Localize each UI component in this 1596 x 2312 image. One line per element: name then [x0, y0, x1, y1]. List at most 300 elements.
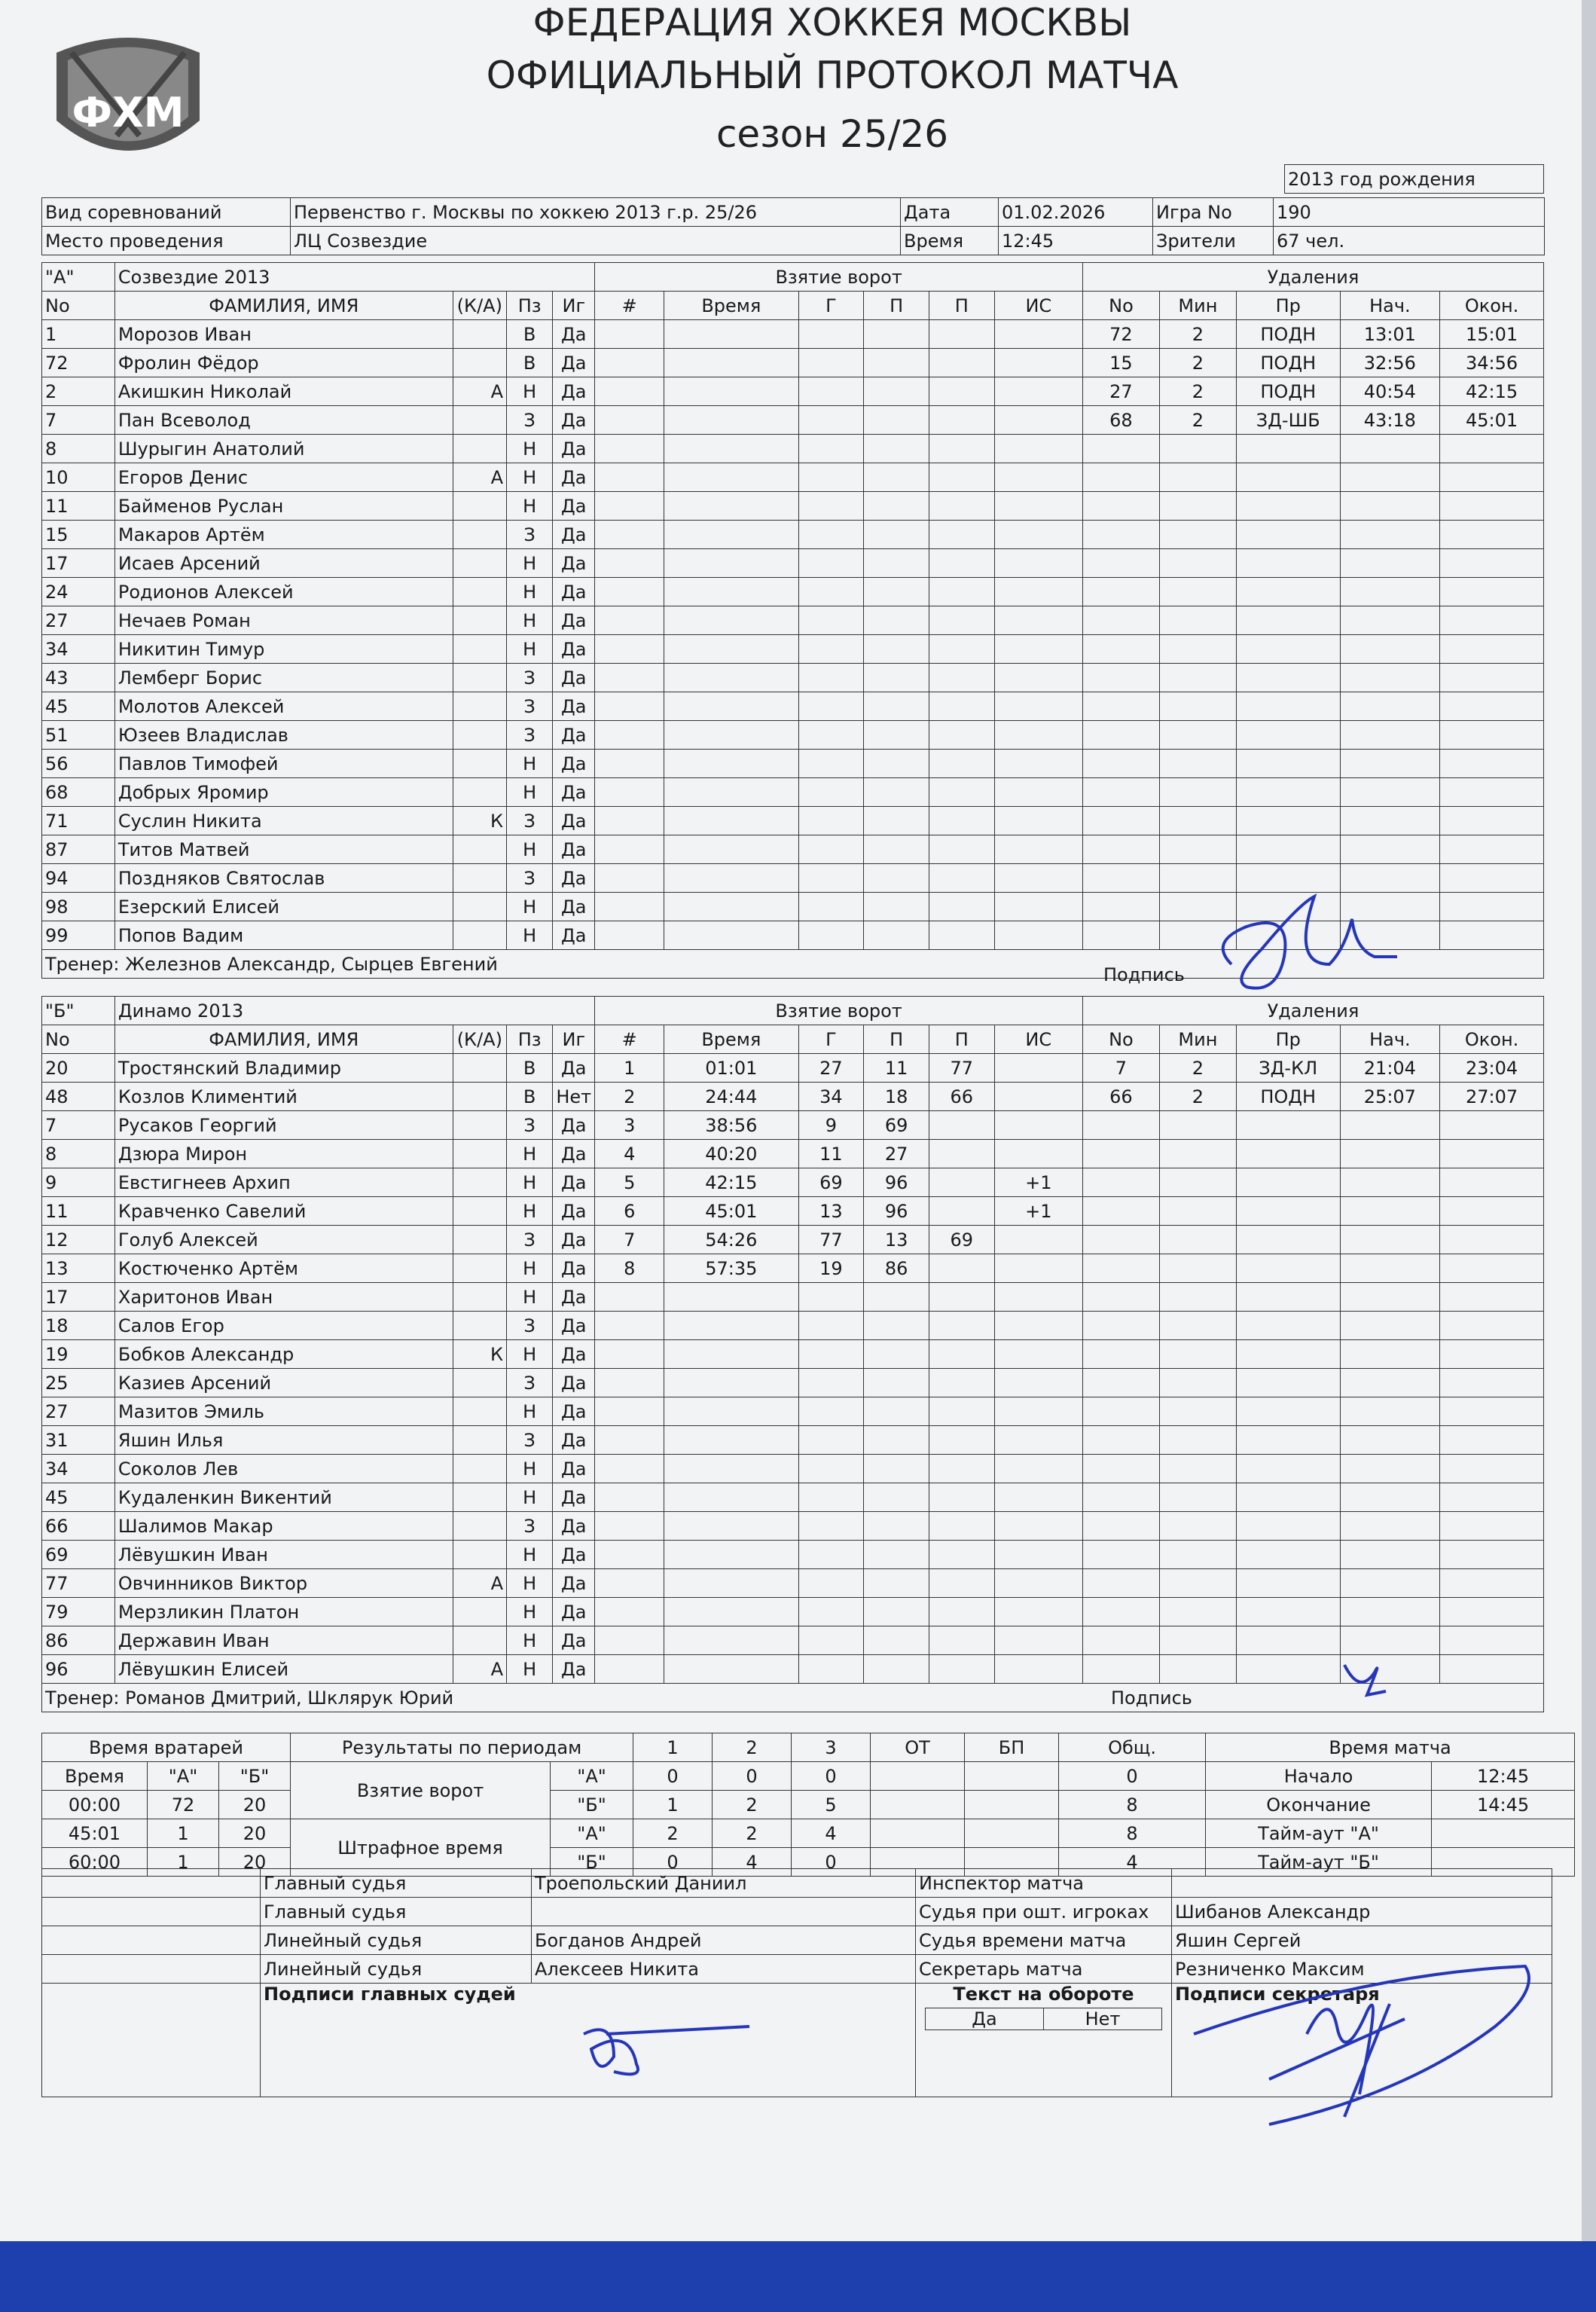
player-number: 34: [42, 635, 115, 664]
penalty-end: [1440, 778, 1544, 807]
player-played: Да: [553, 1426, 595, 1455]
goal-time: [664, 1312, 798, 1340]
penalty-reason: [1236, 1455, 1340, 1483]
goal-n: [595, 1541, 664, 1569]
penalty-reason: [1236, 1655, 1340, 1684]
penalty-start: [1340, 1455, 1440, 1483]
goal-p1: 86: [864, 1254, 929, 1283]
goal-g: [798, 1369, 864, 1397]
player-captain-mark: [453, 1626, 506, 1655]
official-label: Секретарь матча: [916, 1955, 1172, 1984]
penalty-end: [1440, 721, 1544, 750]
player-row: [42, 750, 1544, 778]
goal-p1: [864, 1655, 929, 1684]
penalty-end: [1440, 463, 1544, 492]
goal-n: [595, 1312, 664, 1340]
col-is: ИС: [994, 1025, 1082, 1054]
goalie-time-title: Время вратарей: [42, 1733, 291, 1762]
col-p2: П: [929, 292, 994, 320]
player-position: З: [507, 406, 553, 435]
goal-is: [994, 1254, 1082, 1283]
player-name: Нечаев Роман: [114, 606, 453, 635]
col-no: No: [42, 292, 115, 320]
player-name: Егоров Денис: [114, 463, 453, 492]
goal-p1: [864, 1283, 929, 1312]
player-number: 15: [42, 521, 115, 549]
penalty-reason: [1236, 1111, 1340, 1140]
penalty-min: [1159, 1569, 1236, 1598]
goal-g: [798, 1598, 864, 1626]
player-position: З: [507, 521, 553, 549]
secretary-signature: [1179, 1944, 1555, 2139]
penalty-no: [1082, 750, 1159, 778]
penalty-end: [1440, 835, 1544, 864]
col-name: ФАМИЛИЯ, ИМЯ: [114, 1025, 453, 1054]
player-position: З: [507, 664, 553, 692]
penalty-start: [1340, 750, 1440, 778]
player-row: [42, 1655, 1544, 1684]
match-time-label: Тайм-аут "А": [1206, 1819, 1432, 1848]
col-p1: П: [864, 1025, 929, 1054]
penalty-min: [1159, 606, 1236, 635]
year-of-birth: 2013 год рождения: [1285, 165, 1544, 194]
player-captain-mark: [453, 778, 506, 807]
penalty-no: [1082, 1483, 1159, 1512]
player-row: [42, 1140, 1544, 1168]
player-played: Да: [553, 549, 595, 578]
date-value: 01.02.2026: [999, 198, 1153, 227]
penalty-no: [1082, 1312, 1159, 1340]
goal-p2: 77: [929, 1054, 994, 1083]
goal-p2: [929, 1140, 994, 1168]
player-number: 27: [42, 1397, 115, 1426]
penalty-reason: [1236, 1512, 1340, 1541]
player-position: В: [507, 320, 553, 349]
team-label: "Б": [42, 997, 115, 1025]
player-name: Добрых Яромир: [114, 778, 453, 807]
goal-time: [664, 921, 798, 950]
goal-p1: 18: [864, 1083, 929, 1111]
col-pos: Пз: [507, 1025, 553, 1054]
player-name: Бобков Александр: [114, 1340, 453, 1369]
player-played: Да: [553, 721, 595, 750]
player-captain-mark: [453, 492, 506, 521]
fhm-logo: [41, 30, 215, 173]
goal-p2: [929, 1312, 994, 1340]
player-position: З: [507, 807, 553, 835]
player-number: 69: [42, 1541, 115, 1569]
goal-g: [798, 664, 864, 692]
goal-p2: [929, 1283, 994, 1312]
player-number: 72: [42, 349, 115, 377]
player-number: 18: [42, 1312, 115, 1340]
goal-p1: 69: [864, 1111, 929, 1140]
penalty-start: [1340, 664, 1440, 692]
penalty-end: 34:56: [1440, 349, 1544, 377]
penalty-start: [1340, 1140, 1440, 1168]
goal-time: [664, 835, 798, 864]
penalty-end: [1440, 1512, 1544, 1541]
penalty-no: [1082, 1254, 1159, 1283]
goal-p1: [864, 463, 929, 492]
goal-is: [994, 807, 1082, 835]
player-position: В: [507, 1083, 553, 1111]
penalty-reason: [1236, 1598, 1340, 1626]
penalty-end: [1440, 921, 1544, 950]
penalty-no: [1082, 1397, 1159, 1426]
player-name: Байменов Руслан: [114, 492, 453, 521]
player-number: 87: [42, 835, 115, 864]
team-label: "А": [42, 263, 115, 292]
goal-n: 5: [595, 1168, 664, 1197]
player-number: 68: [42, 778, 115, 807]
goal-n: [595, 635, 664, 664]
summary-table: [41, 1733, 1575, 1877]
goal-g: [798, 492, 864, 521]
penalty-min: [1159, 435, 1236, 463]
penalty-min: [1159, 1512, 1236, 1541]
goal-time: [664, 778, 798, 807]
player-number: 25: [42, 1369, 115, 1397]
period-col: Общ.: [1059, 1733, 1206, 1762]
goal-n: [595, 1483, 664, 1512]
result-value: 8: [1059, 1791, 1206, 1819]
goal-n: [595, 1340, 664, 1369]
blank-cell: [42, 1898, 261, 1926]
penalty-reason: [1236, 1626, 1340, 1655]
goal-n: [595, 578, 664, 606]
official-name: Богданов Андрей: [532, 1926, 916, 1955]
penalty-no: [1082, 1626, 1159, 1655]
goal-is: [994, 1598, 1082, 1626]
goalie-a: 72: [148, 1791, 219, 1819]
player-number: 11: [42, 1197, 115, 1226]
goal-time: [664, 1340, 798, 1369]
goal-n: [595, 521, 664, 549]
player-number: 66: [42, 1512, 115, 1541]
penalty-min: [1159, 1111, 1236, 1140]
place-value: ЛЦ Созвездие: [291, 227, 901, 255]
player-captain-mark: [453, 893, 506, 921]
goal-time: [664, 721, 798, 750]
player-captain-mark: [453, 1083, 506, 1111]
penalty-end: [1440, 1541, 1544, 1569]
goal-n: [595, 463, 664, 492]
penalty-reason: ПОДН: [1236, 377, 1340, 406]
goal-is: [994, 893, 1082, 921]
goal-g: [798, 606, 864, 635]
player-row: [42, 1197, 1544, 1226]
player-name: Павлов Тимофей: [114, 750, 453, 778]
goal-time: [664, 1598, 798, 1626]
official-name: Яшин Сергей: [1172, 1926, 1552, 1955]
goal-g: [798, 1512, 864, 1541]
penalty-end: 15:01: [1440, 320, 1544, 349]
penalty-reason: ПОДН: [1236, 320, 1340, 349]
result-team: "Б": [551, 1848, 633, 1877]
result-value: [965, 1762, 1059, 1791]
goal-p2: [929, 320, 994, 349]
penalty-start: [1340, 692, 1440, 721]
player-captain-mark: [453, 1168, 506, 1197]
col-goal_time: Время: [664, 292, 798, 320]
goal-p1: [864, 406, 929, 435]
player-captain-mark: [453, 835, 506, 864]
penalty-min: 2: [1159, 377, 1236, 406]
penalty-end: [1440, 492, 1544, 521]
goal-g: [798, 750, 864, 778]
goal-time: [664, 349, 798, 377]
player-played: Да: [553, 635, 595, 664]
goal-p2: [929, 578, 994, 606]
goal-p2: [929, 692, 994, 721]
result-value: 0: [792, 1762, 871, 1791]
player-name: Мазитов Эмиль: [114, 1397, 453, 1426]
goal-is: [994, 835, 1082, 864]
player-name: Родионов Алексей: [114, 578, 453, 606]
result-value: 1: [633, 1791, 713, 1819]
goal-p1: [864, 1369, 929, 1397]
goal-is: [994, 635, 1082, 664]
goal-p2: [929, 664, 994, 692]
penalty-min: [1159, 807, 1236, 835]
goal-is: [994, 578, 1082, 606]
goalie-a: 1: [148, 1848, 219, 1877]
player-number: 17: [42, 549, 115, 578]
col-no: No: [42, 1025, 115, 1054]
goal-n: 4: [595, 1140, 664, 1168]
player-number: 19: [42, 1340, 115, 1369]
penalty-min: [1159, 1483, 1236, 1512]
player-captain-mark: [453, 1312, 506, 1340]
player-position: Н: [507, 492, 553, 521]
reverse-no: Нет: [1085, 2008, 1121, 2029]
player-row: [42, 1512, 1544, 1541]
player-position: З: [507, 1226, 553, 1254]
goal-g: [798, 549, 864, 578]
player-name: Кудаленкин Викентий: [114, 1483, 453, 1512]
col-g: Г: [798, 1025, 864, 1054]
player-row: [42, 1598, 1544, 1626]
player-position: З: [507, 1111, 553, 1140]
goal-g: [798, 893, 864, 921]
player-name: Суслин Никита: [114, 807, 453, 835]
player-row: [42, 1054, 1544, 1083]
goal-g: [798, 1483, 864, 1512]
penalty-min: [1159, 1369, 1236, 1397]
reverse-yes-no: [925, 2008, 1162, 2030]
penalty-no: [1082, 1340, 1159, 1369]
col-pen_reason: Пр: [1236, 1025, 1340, 1054]
player-name: Езерский Елисей: [114, 893, 453, 921]
goal-time: [664, 1569, 798, 1598]
goal-is: [994, 1111, 1082, 1140]
player-played: Да: [553, 1254, 595, 1283]
goal-n: [595, 1455, 664, 1483]
penalty-min: [1159, 750, 1236, 778]
penalty-no: 66: [1082, 1083, 1159, 1111]
goal-time: [664, 1397, 798, 1426]
player-captain-mark: [453, 1226, 506, 1254]
player-captain-mark: К: [453, 807, 506, 835]
player-row: [42, 435, 1544, 463]
penalty-no: [1082, 864, 1159, 893]
col-p1: П: [864, 292, 929, 320]
player-position: Н: [507, 1483, 553, 1512]
goalie-b: 20: [219, 1819, 291, 1848]
goal-p2: [929, 349, 994, 377]
player-name: Лемберг Борис: [114, 664, 453, 692]
penalty-start: [1340, 549, 1440, 578]
result-value: [871, 1762, 965, 1791]
goal-time: [664, 578, 798, 606]
goal-time: [664, 750, 798, 778]
penalty-min: [1159, 1397, 1236, 1426]
penalty-end: [1440, 1254, 1544, 1283]
goal-time: 38:56: [664, 1111, 798, 1140]
goal-p2: [929, 721, 994, 750]
goal-p1: [864, 635, 929, 664]
penalty-reason: [1236, 1397, 1340, 1426]
penalty-min: [1159, 778, 1236, 807]
player-name: Костюченко Артём: [114, 1254, 453, 1283]
result-team: "А": [551, 1819, 633, 1848]
goal-g: [798, 1283, 864, 1312]
penalty-end: [1440, 750, 1544, 778]
goal-g: 34: [798, 1083, 864, 1111]
penalty-end: [1440, 1455, 1544, 1483]
goal-p1: [864, 349, 929, 377]
goal-is: [994, 692, 1082, 721]
penalty-no: [1082, 1655, 1159, 1684]
player-number: 71: [42, 807, 115, 835]
penalty-min: [1159, 1426, 1236, 1455]
goal-n: [595, 549, 664, 578]
player-played: Да: [553, 1483, 595, 1512]
player-played: Да: [553, 893, 595, 921]
player-position: З: [507, 1512, 553, 1541]
penalty-start: [1340, 463, 1440, 492]
goalie-b: 20: [219, 1791, 291, 1819]
goal-is: [994, 1655, 1082, 1684]
penalty-reason: [1236, 807, 1340, 835]
penalty-no: [1082, 1426, 1159, 1455]
player-captain-mark: [453, 1483, 506, 1512]
penalty-end: 45:01: [1440, 406, 1544, 435]
player-row: [42, 377, 1544, 406]
player-captain-mark: [453, 635, 506, 664]
penalty-no: [1082, 606, 1159, 635]
penalty-min: 2: [1159, 1083, 1236, 1111]
goal-is: [994, 1054, 1082, 1083]
player-captain-mark: [453, 1054, 506, 1083]
player-position: Н: [507, 435, 553, 463]
goal-p1: [864, 893, 929, 921]
player-position: З: [507, 1369, 553, 1397]
penalty-start: [1340, 1426, 1440, 1455]
goal-g: [798, 635, 864, 664]
penalty-start: [1340, 807, 1440, 835]
penalty-reason: [1236, 1168, 1340, 1197]
player-row: [42, 492, 1544, 521]
penalty-end: [1440, 578, 1544, 606]
goal-is: [994, 1569, 1082, 1598]
player-name: Казиев Арсений: [114, 1369, 453, 1397]
player-number: 27: [42, 606, 115, 635]
penalty-end: [1440, 1655, 1544, 1684]
match-time-value: 14:45: [1432, 1791, 1575, 1819]
goalie-col-a: "А": [148, 1762, 219, 1791]
goalie-b: 20: [219, 1848, 291, 1877]
player-name: Морозов Иван: [114, 320, 453, 349]
goal-time: [664, 377, 798, 406]
goal-p1: 11: [864, 1054, 929, 1083]
match-time-title: Время матча: [1206, 1733, 1575, 1762]
player-name: Исаев Арсений: [114, 549, 453, 578]
penalty-no: [1082, 1140, 1159, 1168]
goal-g: [798, 521, 864, 549]
penalty-min: [1159, 1140, 1236, 1168]
info-table: [41, 197, 1545, 255]
goal-p2: [929, 1598, 994, 1626]
goal-is: [994, 1340, 1082, 1369]
player-row: [42, 1426, 1544, 1455]
penalty-end: [1440, 1283, 1544, 1312]
player-number: 98: [42, 893, 115, 921]
goal-g: [798, 1541, 864, 1569]
blank-cell: [42, 1955, 261, 1984]
player-position: Н: [507, 1197, 553, 1226]
goal-p1: [864, 1541, 929, 1569]
player-number: 24: [42, 578, 115, 606]
player-number: 77: [42, 1569, 115, 1598]
player-number: 13: [42, 1254, 115, 1283]
goal-is: [994, 750, 1082, 778]
goal-n: [595, 349, 664, 377]
goal-g: [798, 778, 864, 807]
result-value: 2: [713, 1819, 792, 1848]
goal-time: [664, 1455, 798, 1483]
goal-g: [798, 692, 864, 721]
penalty-start: [1340, 835, 1440, 864]
official-name: Алексеев Никита: [532, 1955, 916, 1984]
player-name: Дзюра Мирон: [114, 1140, 453, 1168]
goal-time: [664, 606, 798, 635]
penalty-start: [1340, 492, 1440, 521]
player-played: Да: [553, 864, 595, 893]
goal-p2: [929, 377, 994, 406]
result-value: 0: [1059, 1762, 1206, 1791]
goal-is: [994, 606, 1082, 635]
goal-time: 42:15: [664, 1168, 798, 1197]
player-played: Да: [553, 1626, 595, 1655]
player-name: Державин Иван: [114, 1626, 453, 1655]
goal-p2: [929, 1655, 994, 1684]
player-position: Н: [507, 1455, 553, 1483]
penalty-end: 42:15: [1440, 377, 1544, 406]
goal-p1: [864, 320, 929, 349]
penalty-no: [1082, 1168, 1159, 1197]
penalty-end: [1440, 664, 1544, 692]
goal-g: [798, 835, 864, 864]
player-captain-mark: [453, 1598, 506, 1626]
player-played: Да: [553, 606, 595, 635]
player-position: Н: [507, 463, 553, 492]
col-pen_end: Окон.: [1440, 292, 1544, 320]
player-number: 56: [42, 750, 115, 778]
player-name: Лёвушкин Иван: [114, 1541, 453, 1569]
player-captain-mark: [453, 1197, 506, 1226]
